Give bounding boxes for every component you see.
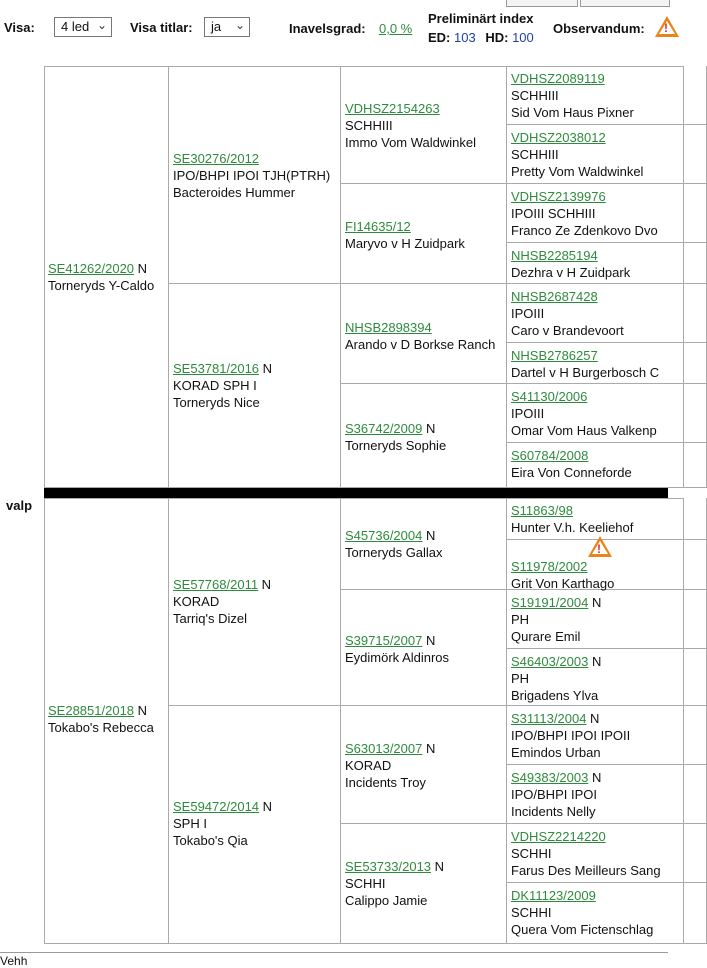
dog-title: IPOIII — [511, 306, 545, 321]
dog-name: Qurare Emil — [511, 629, 581, 644]
ed-label: ED: — [428, 30, 451, 45]
gen1-dam-cell — [44, 498, 169, 944]
dog-name: Tarriq's Dizel — [173, 611, 247, 626]
reg-suffix: N — [259, 799, 273, 814]
tab-stub[interactable] — [580, 0, 670, 7]
reg-link[interactable]: S46403/2003 — [511, 654, 589, 669]
dog-name: Pretty Vom Waldwinkel — [511, 164, 644, 179]
reg-suffix: N — [431, 859, 445, 874]
reg-suffix: N — [586, 711, 600, 726]
dog-name: Dezhra v H Zuidpark — [511, 265, 631, 280]
chevron-down-icon: ⌄ — [96, 18, 107, 32]
inavel-link[interactable]: 0,0 % — [379, 21, 413, 36]
reg-link[interactable]: FI14635/12 — [345, 219, 411, 234]
dog-title: SCHHI — [511, 846, 552, 861]
gen3-cell — [341, 498, 507, 590]
reg-suffix: N — [258, 577, 272, 592]
dog-name: Tokabo's Qia — [173, 833, 248, 848]
dog-name: Farus Des Meilleurs Sang — [511, 863, 661, 878]
reg-link[interactable]: S36742/2009 — [345, 421, 423, 436]
reg-suffix: N — [588, 595, 602, 610]
dog-name: Caro v Brandevoort — [511, 323, 624, 338]
dog-name: Torneryds Sophie — [345, 438, 447, 453]
reg-link[interactable]: S39715/2007 — [345, 633, 423, 648]
dog-name: Grit Von Karthago — [511, 576, 615, 591]
reg-link[interactable]: NHSB2786257 — [511, 348, 598, 363]
reg-link[interactable]: VDHSZ2038012 — [511, 130, 606, 145]
reg-link[interactable]: VDHSZ2154263 — [345, 101, 440, 116]
reg-link[interactable]: VDHSZ2089119 — [511, 71, 605, 86]
visa-label: Visa: — [4, 20, 35, 35]
gen4-cell — [507, 590, 707, 649]
gen4-cell — [507, 498, 707, 540]
reg-link[interactable]: NHSB2898394 — [345, 320, 432, 335]
gen3-cell — [341, 184, 507, 284]
dog-title: SCHHIII — [511, 147, 559, 162]
dog-name: Arando v D Borkse Ranch — [345, 337, 496, 352]
reg-link[interactable]: S11863/98 — [511, 503, 573, 518]
visa-select[interactable] — [54, 17, 112, 37]
valp-label: valp — [6, 498, 33, 513]
gen4-cell — [507, 125, 707, 184]
reg-link[interactable]: SE28851/2018 — [48, 703, 135, 718]
divider — [0, 952, 668, 953]
reg-link[interactable]: S63013/2007 — [345, 741, 423, 756]
dog-name: Calippo Jamie — [345, 893, 428, 908]
dog-title: IPO/BHPI IPOI — [511, 787, 597, 802]
gen4-cell — [507, 243, 707, 284]
hd-value: 100 — [512, 30, 534, 45]
reg-suffix: N — [259, 361, 273, 376]
gen4-cell — [507, 883, 707, 944]
gen3-cell — [341, 66, 507, 184]
reg-link[interactable]: VDHSZ2139976 — [511, 189, 606, 204]
gen2-cell — [169, 498, 341, 706]
gen4-cell — [507, 343, 707, 384]
reg-link[interactable]: S60784/2008 — [511, 448, 589, 463]
index-values — [428, 30, 534, 45]
dog-title: IPO/BHPI IPOI TJH(PTRH) — [173, 168, 331, 183]
dog-title: SCHHIII — [345, 118, 393, 133]
gen4-cell — [507, 540, 707, 590]
gen4-cell — [507, 184, 707, 243]
reg-link[interactable]: NHSB2285194 — [511, 248, 598, 263]
tab-stub[interactable] — [506, 0, 578, 7]
gen2-cell — [169, 284, 341, 488]
dog-name: Franco Ze Zdenkovo Dvo — [511, 223, 658, 238]
reg-link[interactable]: S11978/2002 — [511, 559, 588, 574]
dog-name: Brigadens Ylva — [511, 688, 599, 703]
gen3-cell — [341, 590, 507, 706]
dog-title: KORAD — [345, 758, 392, 773]
reg-link[interactable]: S31113/2004 — [511, 711, 587, 726]
prelim-index-label: Preliminärt index — [428, 11, 534, 26]
dog-title: SCHHI — [511, 905, 552, 920]
reg-link[interactable]: S19191/2004 — [511, 595, 589, 610]
warning-triangle-icon[interactable]: ! — [588, 536, 612, 557]
reg-link[interactable]: VDHSZ2214220 — [511, 829, 606, 844]
gen4-cell — [507, 824, 707, 883]
dog-name: Omar Vom Haus Valkenp — [511, 423, 657, 438]
dog-name: Hunter V.h. Keeliehof — [511, 520, 634, 535]
gen2-cell — [169, 706, 341, 944]
dog-title: PH — [511, 671, 530, 686]
dog-title: KORAD — [173, 594, 220, 609]
observandum-label: Observandum: — [553, 21, 645, 36]
hd-label: HD: — [485, 30, 509, 45]
reg-link[interactable]: SE41262/2020 — [48, 261, 135, 276]
dog-name: Sid Vom Haus Pixner — [511, 105, 634, 120]
gen4-cell — [507, 384, 707, 443]
dog-title: IPO/BHPI IPOI IPOII — [511, 728, 631, 743]
reg-suffix: N — [134, 261, 148, 276]
reg-link[interactable]: SE59472/2014 — [173, 799, 260, 814]
sire-dam-divider — [44, 488, 668, 498]
dog-name: Eira Von Conneforde — [511, 465, 632, 480]
reg-suffix: N — [422, 528, 436, 543]
dog-name: Eydimörk Aldinros — [345, 650, 450, 665]
gen4-cell — [507, 284, 707, 343]
dog-name: Emindos Urban — [511, 745, 601, 760]
reg-suffix: N — [588, 654, 602, 669]
dog-name: Immo Vom Waldwinkel — [345, 135, 476, 150]
dog-name: Incidents Nelly — [511, 804, 596, 819]
dog-title: IPOIII — [511, 406, 545, 421]
titlar-select[interactable] — [204, 17, 250, 37]
dog-title: KORAD SPH I — [173, 378, 257, 393]
reg-suffix: N — [134, 703, 148, 718]
reg-link[interactable]: S41130/2006 — [511, 389, 588, 404]
header-bar — [0, 0, 668, 60]
reg-link[interactable]: SE57768/2011 — [173, 577, 259, 592]
gen1-sire-cell — [44, 66, 169, 488]
dog-name: Torneryds Nice — [173, 395, 260, 410]
gen4-cell — [507, 765, 707, 824]
reg-link[interactable]: DK11123/2009 — [511, 888, 596, 903]
gen3-cell — [341, 284, 507, 384]
inavel-label: Inavelsgrad: — [289, 21, 366, 36]
gen2-cell — [169, 66, 341, 284]
footer-text: Vehh — [0, 954, 28, 968]
dog-title: SCHHI — [345, 876, 386, 891]
gen4-cell — [507, 66, 707, 125]
ed-value: 103 — [454, 30, 476, 45]
dog-title: SPH I — [173, 816, 207, 831]
dog-name: Tokabo's Rebecca — [48, 720, 154, 735]
dog-name: Torneryds Y-Caldo — [48, 278, 155, 293]
reg-link[interactable]: S49383/2003 — [511, 770, 589, 785]
dog-name: Quera Vom Fictenschlag — [511, 922, 654, 937]
reg-link[interactable]: SE30276/2012 — [173, 151, 260, 166]
dog-title: SCHHIII — [511, 88, 559, 103]
gen4-cell — [507, 706, 707, 765]
pedigree-table — [44, 66, 684, 944]
reg-suffix: N — [588, 770, 602, 785]
reg-suffix: N — [422, 421, 436, 436]
gen3-cell — [341, 824, 507, 944]
gen3-cell — [341, 384, 507, 488]
reg-link[interactable]: SE53733/2013 — [345, 859, 432, 874]
gen3-cell — [341, 706, 507, 824]
chevron-down-icon: ⌄ — [234, 18, 245, 32]
gen4-cell — [507, 649, 707, 706]
dog-name: Bacteroides Hummer — [173, 185, 296, 200]
visa-select-value: 4 led — [61, 19, 90, 34]
titlar-label: Visa titlar: — [130, 20, 193, 35]
dog-title: IPOIII SCHHIII — [511, 206, 596, 221]
reg-suffix: N — [422, 741, 436, 756]
titlar-select-value: ja — [211, 19, 222, 34]
dog-name: Incidents Troy — [345, 775, 426, 790]
reg-link[interactable]: NHSB2687428 — [511, 289, 598, 304]
dog-name: Dartel v H Burgerbosch C — [511, 365, 660, 380]
warning-triangle-icon: ! — [655, 16, 679, 37]
dog-name: Maryvo v H Zuidpark — [345, 236, 465, 251]
gen4-cell — [507, 443, 707, 488]
reg-link[interactable]: SE53781/2016 — [173, 361, 260, 376]
reg-link[interactable]: S45736/2004 — [345, 528, 423, 543]
reg-suffix: N — [422, 633, 436, 648]
dog-title: PH — [511, 612, 530, 627]
dog-name: Torneryds Gallax — [345, 545, 443, 560]
